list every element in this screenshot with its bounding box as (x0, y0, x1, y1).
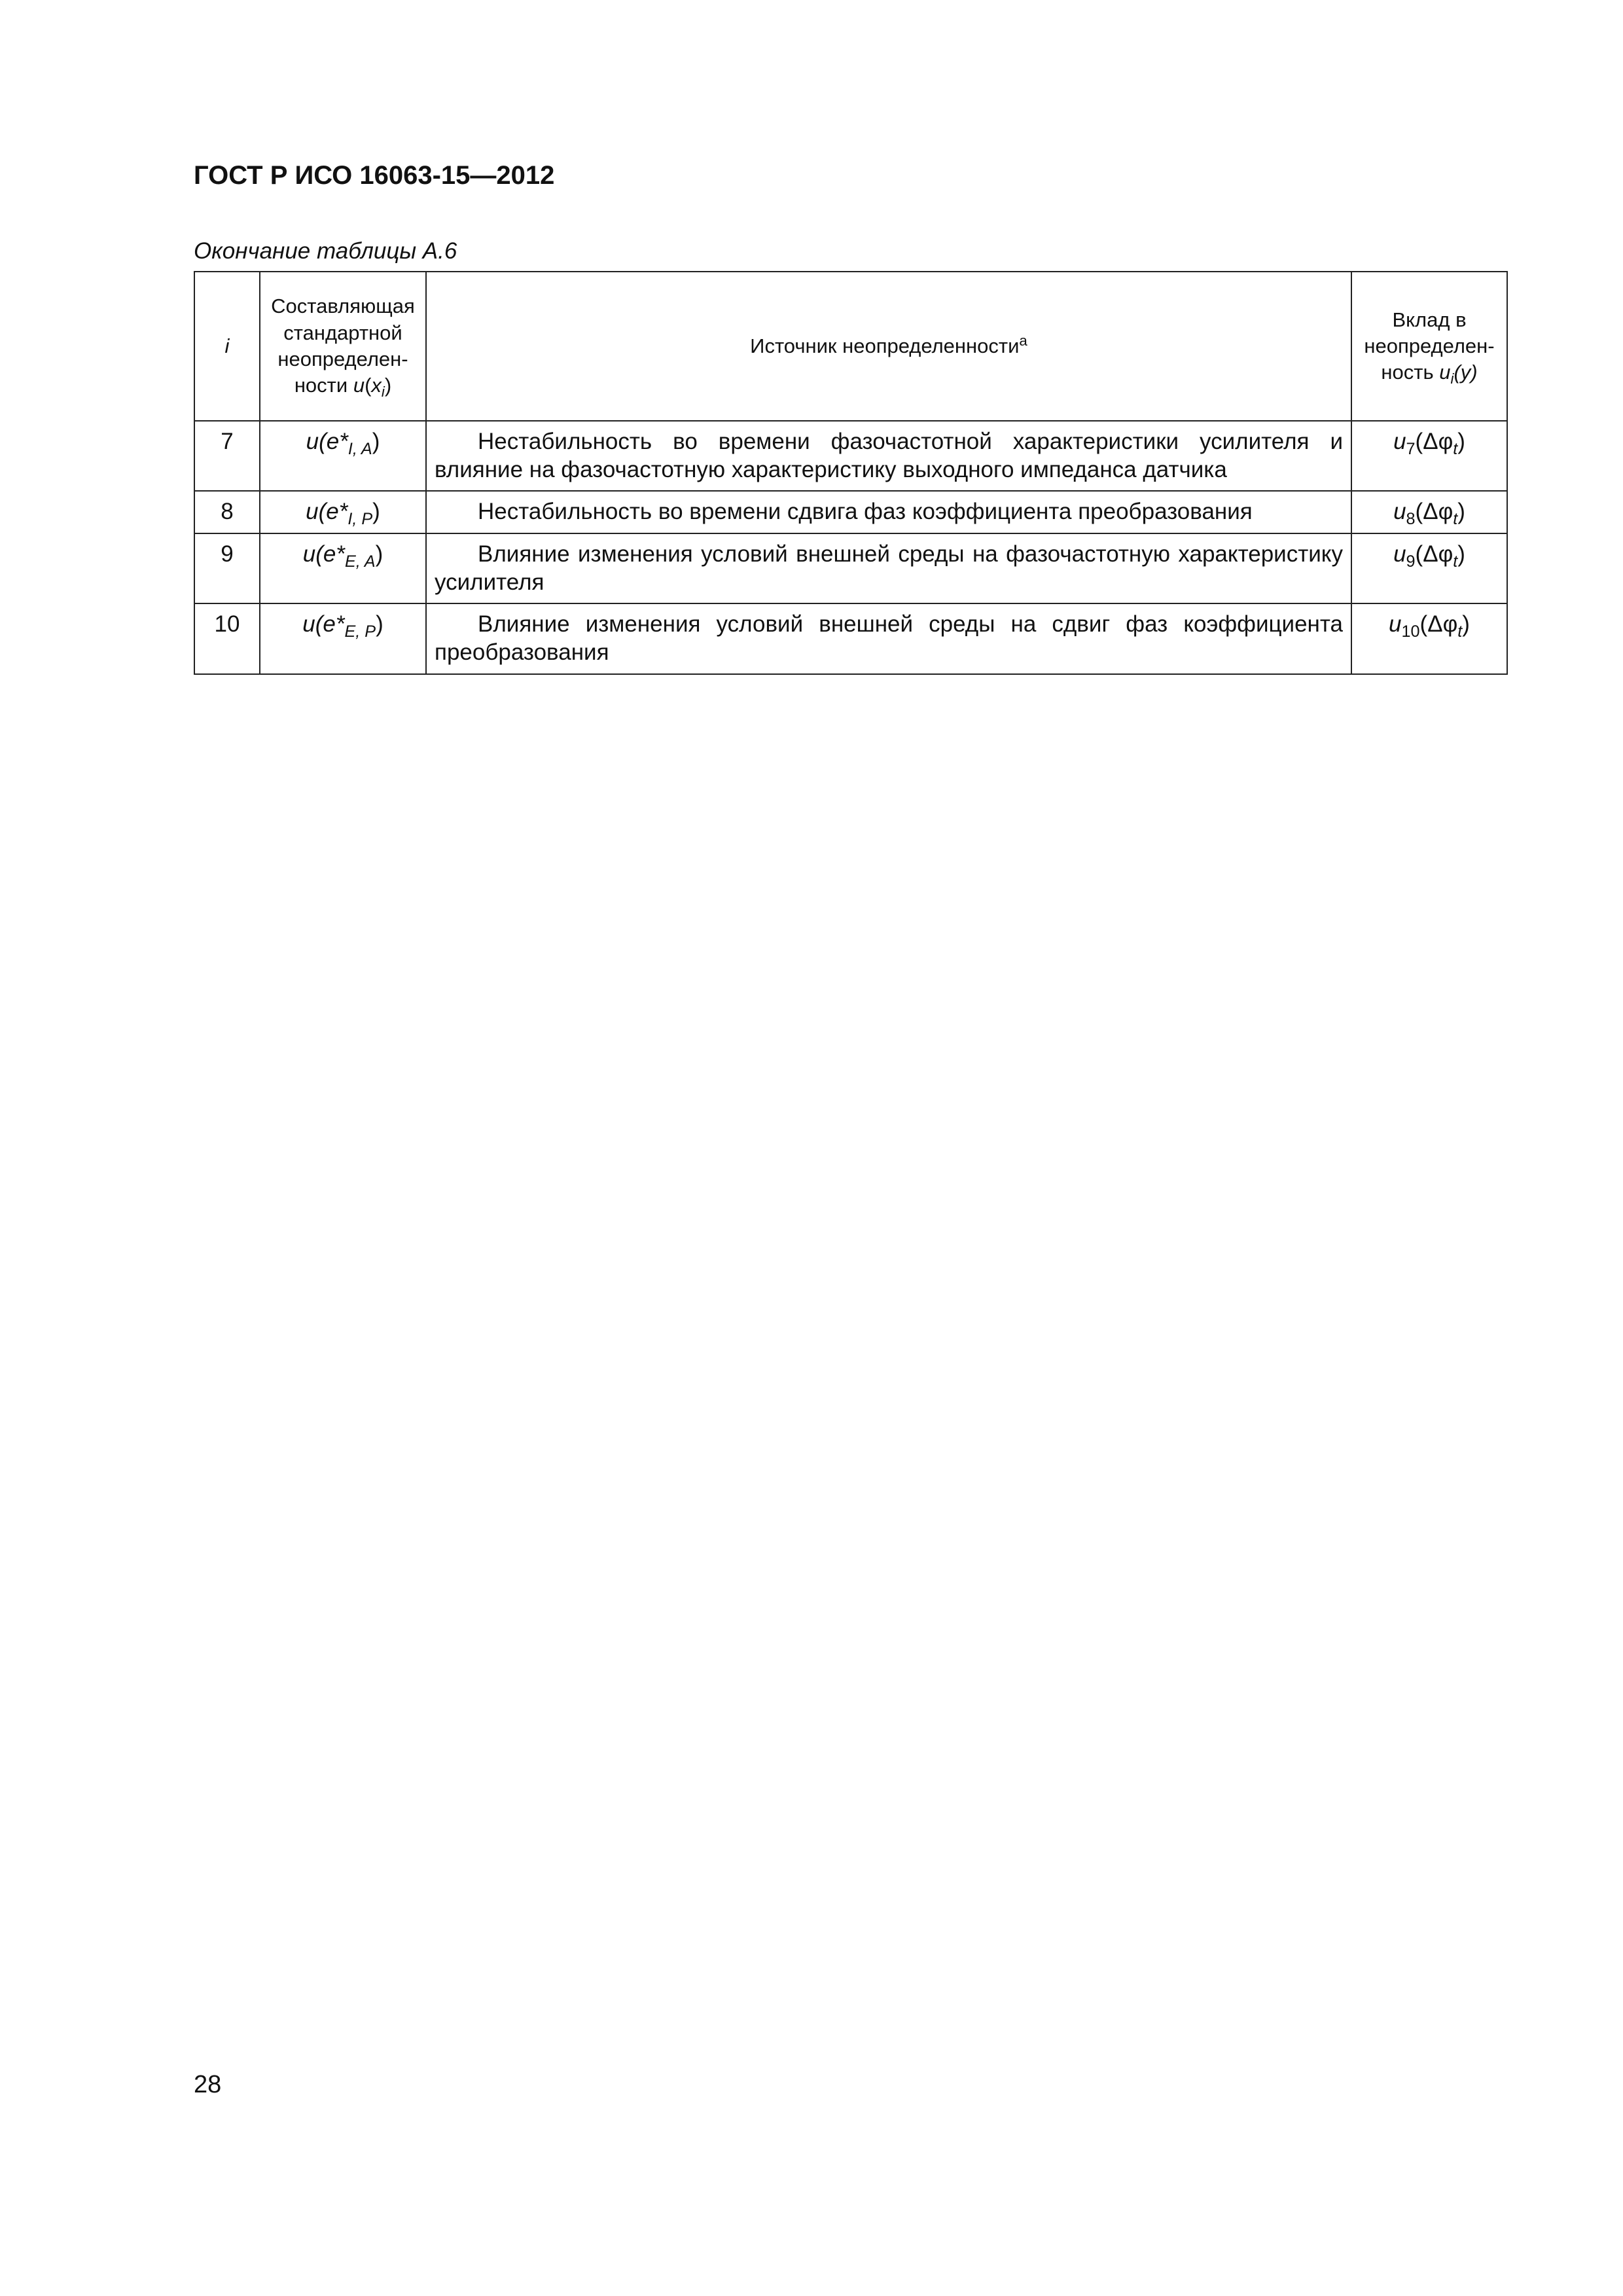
uncertainty-source: Влияние изменения условий внешней среды на сдвиг фаз коэффициента преобразования (426, 603, 1351, 673)
uncertainty-source: Влияние изменения условий внешней среды на фазочастотную характеристику усилителя (426, 533, 1351, 603)
uncertainty-source: Нестабильность во времени сдвига фаз коэффициента преобразования (426, 491, 1351, 533)
header-contribution: Вклад в неопределен- ность $u_i(y)$ (1351, 272, 1507, 421)
table-row (194, 603, 1507, 673)
table-row (194, 491, 1507, 533)
uncertainty-contribution: $u_9(\Delta\varphi_t)$ (1351, 533, 1507, 603)
row-index: 8 (194, 491, 260, 533)
uncertainty-component: $u(e*_{E, A})$ (260, 533, 426, 603)
uncertainty-table (194, 271, 1508, 675)
row-index: 7 (194, 421, 260, 491)
header-source: Источник неопределенности$^a$ (426, 272, 1351, 421)
uncertainty-contribution: $u_{10}(\Delta\varphi_t)$ (1351, 603, 1507, 673)
uncertainty-component: $u(e*_{I, P})$ (260, 491, 426, 533)
table-caption: Окончание таблицы А.6 (194, 238, 457, 264)
footnote-marker: a (1019, 332, 1027, 349)
document-header: ГОСТ Р ИСО 16063-15—2012 (194, 161, 555, 190)
row-index: 10 (194, 603, 260, 673)
page-number: 28 (194, 2071, 222, 2098)
table-header-row (194, 272, 1507, 421)
row-index: 9 (194, 533, 260, 603)
table-body (194, 421, 1507, 674)
uncertainty-component: $u(e*_{I, A})$ (260, 421, 426, 491)
table-row (194, 421, 1507, 491)
uncertainty-source: Нестабильность во времени фазочастотной характеристики усилителя и влияние на фазочастотную характеристику выходного импеданса датчика (426, 421, 1351, 491)
header-component: Составляющая стандартной неопределен- ности $u(x_i)$ (260, 272, 426, 421)
table-row (194, 533, 1507, 603)
uncertainty-contribution: $u_7(\Delta\varphi_t)$ (1351, 421, 1507, 491)
uncertainty-contribution: $u_8(\Delta\varphi_t)$ (1351, 491, 1507, 533)
uncertainty-component: $u(e*_{E, P})$ (260, 603, 426, 673)
header-i: i (194, 272, 260, 421)
